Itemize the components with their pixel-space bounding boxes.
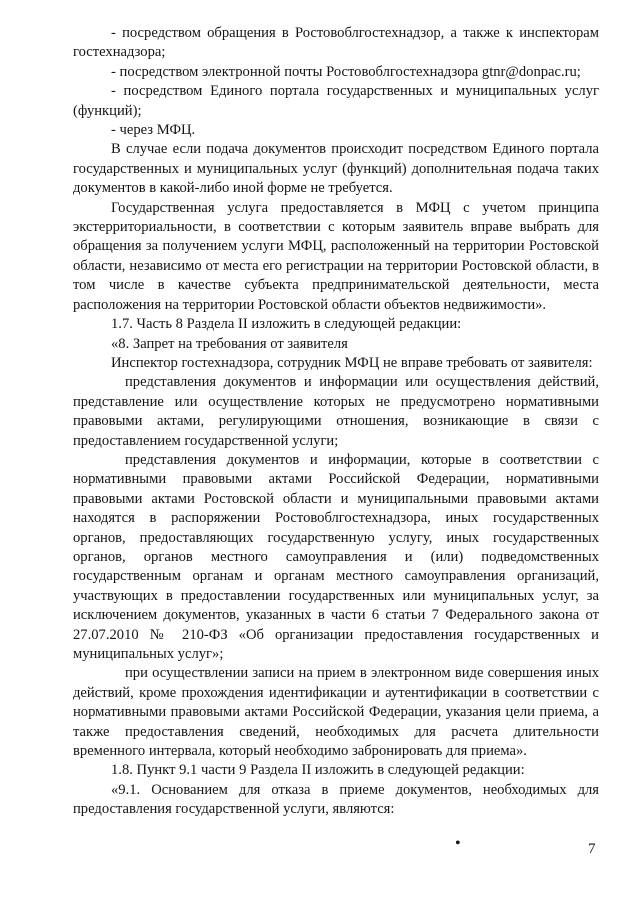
- section-heading: «8. Запрет на требования от заявителя: [111, 335, 348, 352]
- paragraph: - посредством электронной почты Ростовоблгостехнадзора gtnr@donpac.ru;: [111, 63, 581, 80]
- paragraph: - посредством обращения в Ростовоблгостехнадзор, а также к инспекторам гостехнадзора;: [73, 25, 599, 61]
- paragraph: представления документов и информации, которые в соответствии с нормативными правовыми актами Российской Федерации, нормативными правовыми актами Ростовской области и муниципальными правовыми актами находятся в распоряжении Ростовоблгостехнадзора, иных государственных органов, предоставляющих государственную услугу, иных государственных органов, органов местного самоуправления и (или) подведомственных государственным органам и органам местного самоуправления организаций, участвующих в предоставлении государственных или муниципальных услуг, за исключением документов, указанных в части 6 статьи 7 Федерального закона от 27.07.2010 № 210-ФЗ «Об организации предоставления государственных и муниципальных услуг»;: [73, 451, 599, 662]
- paragraph: 1.7. Часть 8 Раздела II изложить в следующей редакции:: [111, 316, 462, 333]
- stray-mark: •: [455, 835, 461, 852]
- paragraph: Государственная услуга предоставляется в МФЦ с учетом принципа экстерриториальности, в соответствии с которым заявитель вправе выбрать для обращения за получением услуги МФЦ, расположенный на территории Ростовской области, независимо от места его регистрации на территории Ростовской области, в том числе в качестве субъекта предпринимательской деятельности, места расположения на территории Ростовской области объектов недвижимости».: [73, 199, 599, 313]
- paragraph: «9.1. Основанием для отказа в приеме документов, необходимых для предоставления государственной услуги, являются:: [73, 781, 599, 818]
- paragraph: 1.8. Пункт 9.1 части 9 Раздела II изложить в следующей редакции:: [111, 762, 525, 779]
- paragraph: - посредством Единого портала государственных и муниципальных услуг (функций);: [73, 83, 599, 119]
- paragraph: - через МФЦ.: [111, 122, 196, 139]
- paragraph: при осуществлении записи на прием в электронном виде совершения иных действий, кроме прохождения идентификации и аутентификации в соответствии с нормативными правовыми актами Российской Федерации, указания цели приема, а также предоставления сведений, необходимых для расчета длительности временного интервала, который необходимо забронировать для приема».: [73, 665, 599, 760]
- document-body: [73, 24, 599, 820]
- paragraph: представления документов и информации или осуществления действий, представление или осуществление которых не предусмотрено нормативными правовыми актами, регулирующими отношения, возникающие в связи с предоставлением государственной услуги;: [73, 374, 599, 449]
- paragraph: В случае если подача документов происходит посредством Единого портала государственных и муниципальных услуг (функций) дополнительная подача таких документов в какой-либо иной форме не требуется.: [73, 141, 599, 197]
- page-number: 7: [588, 841, 596, 857]
- paragraph: Инспектор гостехнадзора, сотрудник МФЦ не вправе требовать от заявителя:: [111, 354, 593, 371]
